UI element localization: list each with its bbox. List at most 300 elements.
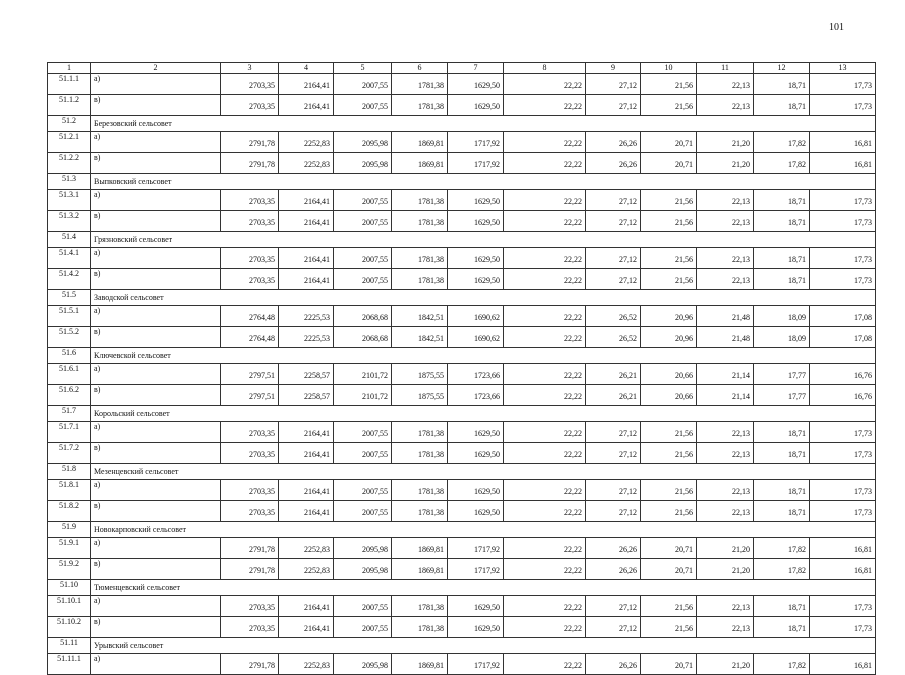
table-row [48, 248, 876, 269]
row-code: 51.8.1 [48, 480, 91, 501]
value-cell: 2703,35 [221, 269, 279, 290]
value-cell: 2703,35 [221, 211, 279, 232]
table-row [48, 538, 876, 559]
row-code: 51.5.1 [48, 306, 91, 327]
value-cell: 20,71 [641, 559, 697, 580]
table-row [48, 132, 876, 153]
table-row [48, 74, 876, 95]
row-code: 51.3.2 [48, 211, 91, 232]
section-row [48, 174, 876, 190]
value-cell: 21,56 [641, 617, 697, 638]
value-cell: 2095,98 [334, 132, 392, 153]
value-cell: 1723,66 [448, 364, 504, 385]
value-cell: 2164,41 [279, 190, 334, 211]
value-cell: 1629,50 [448, 501, 504, 522]
row-code: 51.4.1 [48, 248, 91, 269]
table-row [48, 211, 876, 232]
value-cell: 22,22 [504, 480, 586, 501]
value-cell: 21,56 [641, 190, 697, 211]
table-row [48, 501, 876, 522]
value-cell: 20,66 [641, 385, 697, 406]
value-cell: 22,22 [504, 443, 586, 464]
section-row [48, 290, 876, 306]
column-header: 10 [641, 63, 697, 74]
value-cell: 17,73 [810, 501, 876, 522]
value-cell: 18,71 [754, 422, 810, 443]
value-cell: 18,71 [754, 269, 810, 290]
value-cell: 16,76 [810, 385, 876, 406]
value-cell: 1781,38 [392, 480, 448, 501]
value-cell: 21,20 [697, 538, 754, 559]
value-cell: 1869,81 [392, 538, 448, 559]
value-cell: 2164,41 [279, 422, 334, 443]
column-header: 6 [392, 63, 448, 74]
row-type: а) [91, 538, 221, 559]
value-cell: 22,13 [697, 443, 754, 464]
table-header-row [48, 63, 876, 74]
value-cell: 21,14 [697, 364, 754, 385]
row-code: 51.5 [48, 290, 91, 306]
row-code: 51.10.1 [48, 596, 91, 617]
row-code: 51.4 [48, 232, 91, 248]
row-code: 51.6 [48, 348, 91, 364]
value-cell: 2703,35 [221, 596, 279, 617]
section-row [48, 406, 876, 422]
value-cell: 22,22 [504, 538, 586, 559]
column-header: 3 [221, 63, 279, 74]
value-cell: 18,71 [754, 74, 810, 95]
section-name: Выпковский сельсовет [91, 174, 876, 190]
section-row [48, 464, 876, 480]
value-cell: 2164,41 [279, 501, 334, 522]
value-cell: 22,13 [697, 501, 754, 522]
row-code: 51.6.1 [48, 364, 91, 385]
value-cell: 2764,48 [221, 327, 279, 348]
value-cell: 22,22 [504, 385, 586, 406]
value-cell: 2225,53 [279, 306, 334, 327]
value-cell: 2703,35 [221, 501, 279, 522]
value-cell: 22,22 [504, 559, 586, 580]
column-header: 1 [48, 63, 91, 74]
value-cell: 2007,55 [334, 480, 392, 501]
value-cell: 1781,38 [392, 211, 448, 232]
value-cell: 17,82 [754, 132, 810, 153]
value-cell: 17,73 [810, 269, 876, 290]
value-cell: 27,12 [586, 617, 641, 638]
value-cell: 1875,55 [392, 364, 448, 385]
value-cell: 26,26 [586, 153, 641, 174]
value-cell: 18,71 [754, 95, 810, 116]
row-type: в) [91, 559, 221, 580]
row-type: а) [91, 422, 221, 443]
section-row [48, 580, 876, 596]
value-cell: 2791,78 [221, 538, 279, 559]
value-cell: 1690,62 [448, 306, 504, 327]
section-name: Березовский сельсовет [91, 116, 876, 132]
table-row [48, 654, 876, 675]
value-cell: 22,13 [697, 74, 754, 95]
value-cell: 17,82 [754, 559, 810, 580]
row-type: а) [91, 248, 221, 269]
column-header: 12 [754, 63, 810, 74]
column-header: 9 [586, 63, 641, 74]
value-cell: 20,71 [641, 153, 697, 174]
page-number: 101 [829, 22, 844, 33]
value-cell: 22,13 [697, 269, 754, 290]
value-cell: 17,77 [754, 364, 810, 385]
value-cell: 1869,81 [392, 153, 448, 174]
value-cell: 27,12 [586, 190, 641, 211]
row-code: 51.9 [48, 522, 91, 538]
value-cell: 21,56 [641, 501, 697, 522]
value-cell: 2703,35 [221, 617, 279, 638]
table-row [48, 364, 876, 385]
value-cell: 2007,55 [334, 248, 392, 269]
value-cell: 1875,55 [392, 385, 448, 406]
value-cell: 2164,41 [279, 617, 334, 638]
value-cell: 22,22 [504, 248, 586, 269]
value-cell: 16,81 [810, 559, 876, 580]
section-name: Корольский сельсовет [91, 406, 876, 422]
tariff-table [47, 62, 876, 675]
value-cell: 22,22 [504, 422, 586, 443]
value-cell: 2007,55 [334, 596, 392, 617]
row-type: в) [91, 501, 221, 522]
value-cell: 27,12 [586, 248, 641, 269]
value-cell: 1842,51 [392, 306, 448, 327]
table-row [48, 190, 876, 211]
value-cell: 18,71 [754, 211, 810, 232]
section-row [48, 116, 876, 132]
value-cell: 1781,38 [392, 269, 448, 290]
value-cell: 1869,81 [392, 132, 448, 153]
value-cell: 27,12 [586, 95, 641, 116]
row-code: 51.2.2 [48, 153, 91, 174]
value-cell: 1723,66 [448, 385, 504, 406]
value-cell: 21,20 [697, 153, 754, 174]
value-cell: 22,22 [504, 364, 586, 385]
value-cell: 2703,35 [221, 422, 279, 443]
value-cell: 18,09 [754, 327, 810, 348]
row-code: 51.9.2 [48, 559, 91, 580]
row-code: 51.2.1 [48, 132, 91, 153]
section-name: Урывский сельсовет [91, 638, 876, 654]
value-cell: 21,56 [641, 596, 697, 617]
value-cell: 26,21 [586, 385, 641, 406]
section-name: Грязновский сельсовет [91, 232, 876, 248]
value-cell: 1629,50 [448, 596, 504, 617]
row-type: а) [91, 306, 221, 327]
value-cell: 26,26 [586, 654, 641, 675]
value-cell: 16,81 [810, 132, 876, 153]
value-cell: 1781,38 [392, 95, 448, 116]
row-code: 51.3.1 [48, 190, 91, 211]
value-cell: 22,13 [697, 596, 754, 617]
value-cell: 16,81 [810, 654, 876, 675]
value-cell: 22,22 [504, 211, 586, 232]
row-type: а) [91, 654, 221, 675]
value-cell: 22,13 [697, 480, 754, 501]
column-header: 11 [697, 63, 754, 74]
value-cell: 17,73 [810, 422, 876, 443]
value-cell: 21,20 [697, 654, 754, 675]
value-cell: 16,76 [810, 364, 876, 385]
value-cell: 2252,83 [279, 654, 334, 675]
value-cell: 18,71 [754, 501, 810, 522]
value-cell: 17,73 [810, 190, 876, 211]
row-code: 51.1.2 [48, 95, 91, 116]
value-cell: 1629,50 [448, 443, 504, 464]
row-code: 51.7.2 [48, 443, 91, 464]
value-cell: 2764,48 [221, 306, 279, 327]
value-cell: 22,22 [504, 596, 586, 617]
value-cell: 17,73 [810, 248, 876, 269]
value-cell: 21,56 [641, 269, 697, 290]
value-cell: 1869,81 [392, 654, 448, 675]
row-code: 51.2 [48, 116, 91, 132]
value-cell: 1717,92 [448, 538, 504, 559]
value-cell: 1629,50 [448, 422, 504, 443]
value-cell: 1629,50 [448, 617, 504, 638]
row-code: 51.11.1 [48, 654, 91, 675]
column-header: 5 [334, 63, 392, 74]
row-type: в) [91, 327, 221, 348]
value-cell: 26,26 [586, 132, 641, 153]
value-cell: 18,71 [754, 617, 810, 638]
value-cell: 27,12 [586, 211, 641, 232]
value-cell: 2068,68 [334, 306, 392, 327]
value-cell: 1781,38 [392, 190, 448, 211]
value-cell: 21,56 [641, 248, 697, 269]
value-cell: 22,22 [504, 132, 586, 153]
column-header: 13 [810, 63, 876, 74]
row-code: 51.8 [48, 464, 91, 480]
value-cell: 20,96 [641, 306, 697, 327]
value-cell: 1717,92 [448, 654, 504, 675]
value-cell: 21,14 [697, 385, 754, 406]
value-cell: 1717,92 [448, 132, 504, 153]
value-cell: 1869,81 [392, 559, 448, 580]
value-cell: 2007,55 [334, 422, 392, 443]
value-cell: 2007,55 [334, 617, 392, 638]
value-cell: 1781,38 [392, 422, 448, 443]
value-cell: 22,13 [697, 211, 754, 232]
value-cell: 2007,55 [334, 443, 392, 464]
value-cell: 2252,83 [279, 538, 334, 559]
row-type: в) [91, 443, 221, 464]
value-cell: 2797,51 [221, 364, 279, 385]
value-cell: 17,82 [754, 654, 810, 675]
value-cell: 27,12 [586, 596, 641, 617]
column-header: 7 [448, 63, 504, 74]
value-cell: 22,13 [697, 422, 754, 443]
value-cell: 1717,92 [448, 153, 504, 174]
table-row [48, 617, 876, 638]
value-cell: 2797,51 [221, 385, 279, 406]
value-cell: 17,82 [754, 538, 810, 559]
value-cell: 2791,78 [221, 654, 279, 675]
section-row [48, 522, 876, 538]
value-cell: 26,21 [586, 364, 641, 385]
value-cell: 2225,53 [279, 327, 334, 348]
value-cell: 1781,38 [392, 248, 448, 269]
row-code: 51.10.2 [48, 617, 91, 638]
value-cell: 22,22 [504, 617, 586, 638]
row-code: 51.9.1 [48, 538, 91, 559]
value-cell: 22,22 [504, 190, 586, 211]
row-type: в) [91, 95, 221, 116]
section-row [48, 348, 876, 364]
value-cell: 2703,35 [221, 443, 279, 464]
value-cell: 22,13 [697, 190, 754, 211]
row-code: 51.7 [48, 406, 91, 422]
row-type: а) [91, 596, 221, 617]
value-cell: 26,52 [586, 327, 641, 348]
value-cell: 2703,35 [221, 95, 279, 116]
value-cell: 17,73 [810, 211, 876, 232]
value-cell: 17,73 [810, 617, 876, 638]
row-code: 51.7.1 [48, 422, 91, 443]
value-cell: 2164,41 [279, 248, 334, 269]
value-cell: 22,22 [504, 501, 586, 522]
row-code: 51.4.2 [48, 269, 91, 290]
value-cell: 2007,55 [334, 211, 392, 232]
value-cell: 17,82 [754, 153, 810, 174]
value-cell: 22,22 [504, 153, 586, 174]
value-cell: 2258,57 [279, 364, 334, 385]
value-cell: 1629,50 [448, 248, 504, 269]
row-type: а) [91, 480, 221, 501]
value-cell: 17,77 [754, 385, 810, 406]
value-cell: 27,12 [586, 422, 641, 443]
table-row [48, 385, 876, 406]
value-cell: 21,56 [641, 95, 697, 116]
value-cell: 21,20 [697, 559, 754, 580]
table-row [48, 559, 876, 580]
value-cell: 2258,57 [279, 385, 334, 406]
value-cell: 22,13 [697, 248, 754, 269]
value-cell: 2703,35 [221, 190, 279, 211]
value-cell: 2164,41 [279, 211, 334, 232]
value-cell: 27,12 [586, 74, 641, 95]
row-code: 51.1.1 [48, 74, 91, 95]
value-cell: 26,52 [586, 306, 641, 327]
value-cell: 18,71 [754, 190, 810, 211]
value-cell: 27,12 [586, 269, 641, 290]
value-cell: 1629,50 [448, 95, 504, 116]
value-cell: 1629,50 [448, 480, 504, 501]
value-cell: 20,71 [641, 132, 697, 153]
value-cell: 2164,41 [279, 480, 334, 501]
table-row [48, 306, 876, 327]
value-cell: 2164,41 [279, 95, 334, 116]
value-cell: 18,71 [754, 443, 810, 464]
value-cell: 2164,41 [279, 443, 334, 464]
value-cell: 2095,98 [334, 559, 392, 580]
value-cell: 17,73 [810, 443, 876, 464]
section-name: Тюменцевский сельсовет [91, 580, 876, 596]
value-cell: 27,12 [586, 501, 641, 522]
value-cell: 27,12 [586, 480, 641, 501]
value-cell: 2007,55 [334, 95, 392, 116]
value-cell: 2095,98 [334, 153, 392, 174]
value-cell: 1842,51 [392, 327, 448, 348]
table-row [48, 153, 876, 174]
value-cell: 2007,55 [334, 74, 392, 95]
value-cell: 2068,68 [334, 327, 392, 348]
value-cell: 1717,92 [448, 559, 504, 580]
value-cell: 17,08 [810, 327, 876, 348]
value-cell: 17,08 [810, 306, 876, 327]
row-code: 51.6.2 [48, 385, 91, 406]
value-cell: 1781,38 [392, 443, 448, 464]
value-cell: 21,48 [697, 306, 754, 327]
value-cell: 17,73 [810, 95, 876, 116]
value-cell: 22,22 [504, 654, 586, 675]
value-cell: 2095,98 [334, 538, 392, 559]
value-cell: 21,56 [641, 74, 697, 95]
value-cell: 1629,50 [448, 211, 504, 232]
row-code: 51.10 [48, 580, 91, 596]
value-cell: 2252,83 [279, 132, 334, 153]
value-cell: 20,66 [641, 364, 697, 385]
value-cell: 21,48 [697, 327, 754, 348]
value-cell: 26,26 [586, 538, 641, 559]
column-header: 8 [504, 63, 586, 74]
row-code: 51.3 [48, 174, 91, 190]
row-type: в) [91, 617, 221, 638]
row-code: 51.11 [48, 638, 91, 654]
value-cell: 1629,50 [448, 74, 504, 95]
value-cell: 2791,78 [221, 559, 279, 580]
value-cell: 22,13 [697, 95, 754, 116]
section-name: Ключевской сельсовет [91, 348, 876, 364]
table-row [48, 327, 876, 348]
row-type: а) [91, 74, 221, 95]
value-cell: 2252,83 [279, 153, 334, 174]
row-type: а) [91, 132, 221, 153]
value-cell: 2791,78 [221, 132, 279, 153]
table-row [48, 422, 876, 443]
value-cell: 20,96 [641, 327, 697, 348]
value-cell: 2007,55 [334, 190, 392, 211]
value-cell: 17,73 [810, 480, 876, 501]
value-cell: 1781,38 [392, 617, 448, 638]
value-cell: 2101,72 [334, 385, 392, 406]
table-row [48, 480, 876, 501]
value-cell: 1690,62 [448, 327, 504, 348]
table-row [48, 95, 876, 116]
value-cell: 17,73 [810, 74, 876, 95]
value-cell: 22,22 [504, 306, 586, 327]
column-header: 4 [279, 63, 334, 74]
value-cell: 18,09 [754, 306, 810, 327]
value-cell: 16,81 [810, 538, 876, 559]
value-cell: 2164,41 [279, 596, 334, 617]
value-cell: 2101,72 [334, 364, 392, 385]
value-cell: 16,81 [810, 153, 876, 174]
value-cell: 22,22 [504, 327, 586, 348]
value-cell: 21,20 [697, 132, 754, 153]
value-cell: 18,71 [754, 480, 810, 501]
section-name: Новокарповский сельсовет [91, 522, 876, 538]
table-body [48, 74, 876, 675]
value-cell: 2164,41 [279, 269, 334, 290]
row-type: в) [91, 385, 221, 406]
value-cell: 18,71 [754, 596, 810, 617]
value-cell: 1629,50 [448, 190, 504, 211]
row-type: в) [91, 153, 221, 174]
